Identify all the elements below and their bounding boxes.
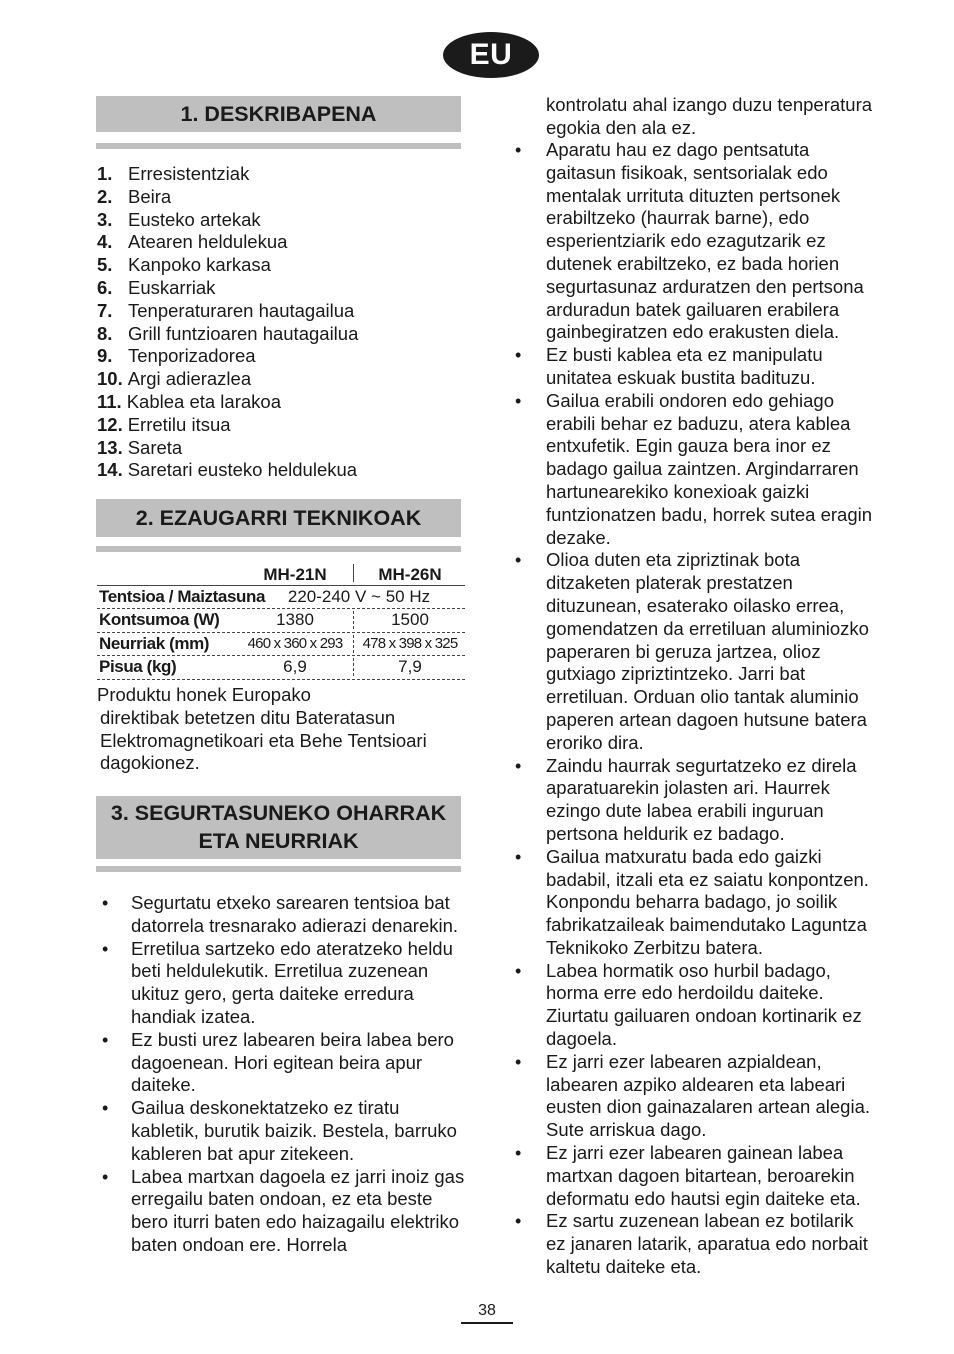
safety-item: [514, 846, 878, 960]
parts-list-item: [97, 345, 358, 368]
item-number: 10.: [97, 368, 123, 390]
item-label: Kablea eta larakoa: [126, 390, 281, 412]
item-number: 7.: [97, 299, 113, 321]
bullet-icon: •: [515, 846, 522, 867]
item-label: Tenporizadorea: [128, 345, 256, 367]
item-label: Atearen heldulekua: [128, 231, 288, 253]
language-badge: EU: [443, 32, 539, 78]
bullet-icon: •: [515, 345, 522, 366]
spec-value: 1500: [391, 610, 429, 629]
safety-item-text: Gailua erabili ondoren edo gehiago erabili behar ez baduzu, atera kablea entxufetik. Egin gauza bera inor ez badago gailua zaintzen. Argindarraren hartunearekiko konexioak gaizki funtzionatzen badu, horrek sutea eragin dezake.: [546, 389, 873, 548]
parts-list-item: [97, 414, 358, 437]
bullet-icon: •: [515, 1211, 522, 1232]
spec-row-dimensions: [97, 633, 465, 657]
safety-item: [99, 1029, 465, 1097]
section-title-safety: [96, 796, 461, 859]
parts-list-item: [97, 186, 358, 209]
bullet-icon: •: [515, 755, 522, 776]
bullet-icon: •: [102, 1029, 109, 1050]
parts-list-item: [97, 437, 358, 460]
bullet-icon: •: [102, 1166, 109, 1187]
item-label: Sareta: [127, 436, 183, 458]
item-label: Euskarriak: [128, 276, 216, 298]
model-1-header: MH-21N: [263, 565, 327, 584]
spec-label: Pisua (kg): [99, 657, 177, 676]
spec-value: 478 x 398 x 325: [362, 634, 458, 652]
safety-item: [514, 1210, 878, 1278]
safety-item: [514, 1051, 878, 1142]
compliance-text: [97, 684, 462, 775]
parts-list: [97, 163, 358, 482]
section-title-line: ETA NEURRIAK: [198, 829, 359, 853]
item-number: 14.: [97, 459, 123, 481]
page-number: 38: [461, 1302, 513, 1324]
spec-value: 1380: [276, 610, 314, 629]
safety-item-text: Ez busti kablea eta ez manipulatu unitatea eskuak bustita badituzu.: [546, 344, 823, 388]
parts-list-item: [97, 277, 358, 300]
safety-item-text: Ez sartu zuzenean labean ez botilarik ez janaren latarik, aparatua edo norbait kaltetu daiteke eta.: [546, 1210, 868, 1278]
safety-item-text: Labea martxan dagoela ez jarri inoiz gas erregailu baten ondoan, ez eta beste bero iturri baten edo haizagailu elektriko baten ondoan ere. Horrela: [131, 1165, 465, 1255]
safety-item: [514, 344, 878, 390]
spec-value: 6,9: [283, 657, 307, 676]
item-number: 1.: [97, 163, 113, 184]
item-label: Eusteko artekak: [128, 208, 261, 230]
safety-item-text: Gailua matxuratu bada edo gaizki badabil, itzali eta ez saiatu konpontzen. Konpondu beharra badago, jo soilik fabrikatzaileak baimendutako Laguntza Teknikoko Zerbitzu batera.: [546, 845, 869, 958]
parts-list-item: [97, 163, 358, 186]
item-number: 11.: [97, 390, 122, 412]
item-number: 13.: [97, 436, 123, 458]
item-label: Kanpoko karkasa: [128, 254, 271, 276]
bullet-icon: •: [102, 893, 109, 913]
compliance-line: direktibak betetzen ditu Bateratasun Elektromagnetikoari eta Behe Tentsioari dagokionez.: [100, 706, 427, 774]
item-number: 2.: [97, 185, 113, 207]
spec-value: 7,9: [398, 657, 422, 676]
safety-item-text: Ez jarri ezer labearen azpialdean, labearen azpiko aldearen eta labeari eusten dion gainazalaren artean alegia. Sute arriskua dago.: [546, 1050, 870, 1141]
spec-header-row: [97, 562, 465, 586]
compliance-line: Produktu honek Europako: [97, 684, 311, 705]
column-divider: [353, 611, 354, 629]
item-label: Beira: [128, 185, 172, 207]
safety-item: [99, 892, 465, 938]
item-label: Argi adierazlea: [127, 368, 252, 390]
safety-item-text: Ez jarri ezer labearen gainean labea martxan dagoen bitartean, beroarekin deformatu edo hautsi egin daiteke eta.: [546, 1142, 861, 1209]
safety-item: [514, 390, 878, 550]
safety-item: [514, 549, 878, 754]
spec-row-power: [97, 609, 465, 633]
spec-table: [97, 562, 465, 680]
bullet-icon: •: [515, 1143, 522, 1164]
item-number: 5.: [97, 254, 113, 276]
item-label: Grill funtzioaren hautagailua: [128, 322, 359, 344]
safety-item-text: Olioa duten eta zipriztinak bota ditzaketen platerak prestatzen dituzunean, esaterako oilasko errea, gomendatzen da erretiluan aluminiozko paperaren bi geruza jartzea, olioz gutxiago zipriztintzeko. Jarri bat erretiluan. Orduan olio tantak aluminio paperen artean dagoen hutsune batera eroriko dira.: [546, 549, 869, 753]
bullet-icon: •: [515, 550, 522, 571]
item-number: 3.: [97, 208, 113, 230]
item-number: 12.: [97, 413, 123, 435]
item-number: 8.: [97, 322, 113, 344]
safety-item: [514, 960, 878, 1051]
safety-item-text: Zaindu haurrak segurtatzeko ez direla aparatuarekin jolasten ari. Haurrek ezingo dute labea erabili inguruan pertsona heldurik ez badago.: [546, 754, 857, 844]
safety-item: [99, 1097, 465, 1165]
spec-label: Neurriak (mm): [99, 633, 210, 653]
safety-continuation: kontrolatu ahal izango duzu tenperatura egokia den ala ez.: [546, 94, 873, 138]
safety-item: [99, 938, 465, 1029]
item-label: Tenperaturaren hautagailua: [128, 299, 355, 321]
section-rule: [96, 143, 461, 149]
item-number: 4.: [97, 231, 113, 253]
item-number: 6.: [97, 276, 113, 298]
column-divider: [353, 658, 354, 676]
parts-list-item: [97, 209, 358, 232]
parts-list-item: [97, 323, 358, 346]
safety-item-text: Gailua deskonektatzeko ez tiratu kabletik, burutik baizik. Bestela, barruko kableren bat apur zitekeen.: [131, 1097, 457, 1164]
safety-item-text: Labea hormatik oso hurbil badago, horma erre edo herdoildu daiteke. Ziurtatu gailuaren ondoan kortinarik ez dagoela.: [546, 959, 862, 1050]
parts-list-item: [97, 231, 358, 254]
bullet-icon: •: [515, 390, 522, 411]
spec-label: Kontsumoa (W): [99, 610, 220, 629]
safety-item: [99, 1166, 465, 1257]
parts-list-item: [97, 391, 358, 414]
safety-item: [514, 139, 878, 344]
bullet-icon: •: [515, 960, 522, 981]
item-label: Erretilu itsua: [127, 413, 231, 435]
safety-item-text: Ez busti urez labearen beira labea bero dagoenean. Hori egitean beira apur daiteke.: [131, 1028, 454, 1096]
item-label: Saretari eusteko heldulekua: [127, 459, 358, 481]
safety-item: [514, 1142, 878, 1210]
spec-row-weight: [97, 656, 465, 680]
column-divider: [353, 564, 354, 582]
bullet-icon: •: [515, 140, 522, 160]
section-title-technical: 2. EZAUGARRI TEKNIKOAK: [96, 499, 461, 537]
bullet-icon: •: [102, 938, 109, 959]
parts-list-item: [97, 459, 358, 482]
spec-value: 220-240 V ~ 50 Hz: [287, 586, 431, 606]
item-number: 9.: [97, 345, 113, 367]
bullet-icon: •: [102, 1098, 109, 1119]
model-2-header: MH-26N: [378, 565, 442, 584]
section-rule: [96, 546, 461, 552]
parts-list-item: [97, 368, 358, 391]
safety-item: [514, 755, 878, 846]
item-label: Erresistentziak: [128, 163, 250, 184]
safety-item-text: Erretilua sartzeko edo ateratzeko heldu beti heldulekutik. Erretilua zuzenean ukituz gero, gerta daiteke erredura handiak izatea.: [131, 937, 453, 1027]
spec-label: Tentsioa / Maiztasuna: [99, 586, 266, 606]
safety-list-right: [514, 139, 878, 1279]
safety-item-text: Segurtatu etxeko sarearen tentsioa bat datorrela tresnarako adierazi denarekin.: [131, 892, 459, 936]
parts-list-item: [97, 300, 358, 323]
safety-item-text: Aparatu hau ez dago pentsatuta gaitasun fisikoak, sentsorialak edo mentalak urrituta dituzten pertsonek erabiltzeko (haurrak barne), edo esperientziarik edo ezagutzarik ez dutenek erabiltzeko, ez bada horien segurtasunaz arduratzen den pertsona arduradun batek gailuaren erabilera gainbegiratzen edo erakusten diela.: [546, 139, 864, 343]
spec-value: 460 x 360 x 293: [247, 634, 343, 652]
column-divider: [353, 635, 354, 653]
section-title-line: 3. SEGURTASUNEKO OHARRAK: [110, 801, 447, 825]
section-rule: [96, 866, 461, 872]
bullet-icon: •: [515, 1051, 522, 1072]
parts-list-item: [97, 254, 358, 277]
spec-row-voltage: [97, 586, 465, 610]
safety-list-left: [99, 892, 465, 1257]
section-title-description: 1. DESKRIBAPENA: [96, 96, 461, 132]
